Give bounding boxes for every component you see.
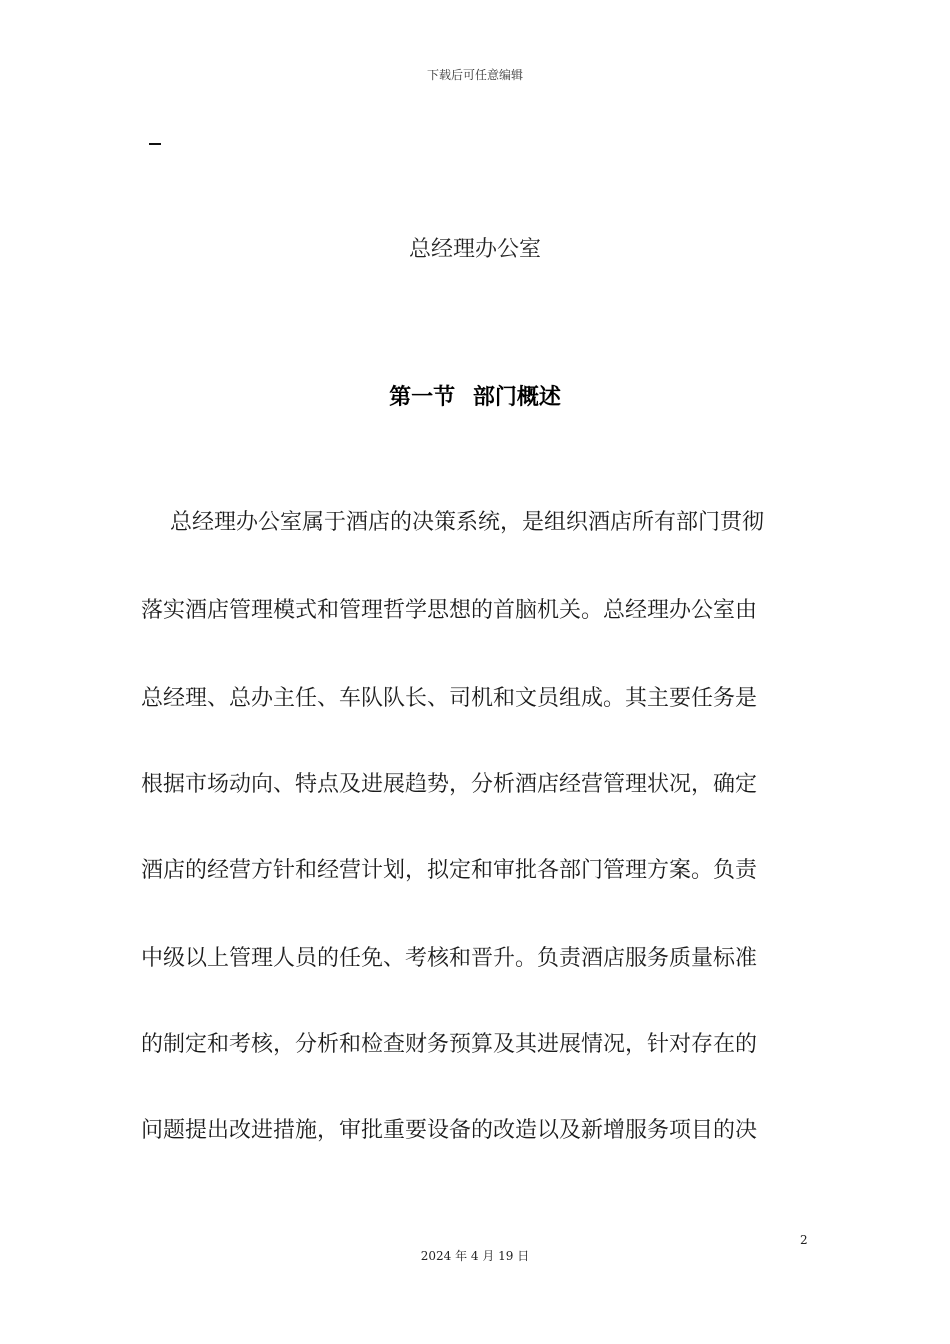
paragraph-line-7: 的制定和考核，分析和检查财务预算及其进展情况，针对存在的 (141, 1032, 758, 1057)
paragraph-line-2: 落实酒店管理模式和管理哲学思想的首脑机关。总经理办公室由 (141, 598, 758, 623)
paragraph-line-5: 酒店的经营方针和经营计划，拟定和审批各部门管理方案。负责 (141, 858, 758, 883)
paragraph-line-1: 总经理办公室属于酒店的决策系统，是组织酒店所有部门贯彻 (170, 510, 765, 535)
dash-mark (149, 143, 161, 145)
header-note: 下载后可任意编辑 (426, 68, 523, 82)
paragraph-line-8: 问题提出改进措施，审批重要设备的改造以及新增服务项目的决 (141, 1118, 758, 1143)
paragraph-line-3: 总经理、总办主任、车队队长、司机和文员组成。其主要任务是 (141, 686, 758, 711)
section-heading: 第一节 部门概述 (389, 385, 561, 410)
page-number: 2 (800, 1233, 808, 1247)
paragraph-line-6: 中级以上管理人员的任免、考核和晋升。负责酒店服务质量标准 (141, 946, 758, 971)
paragraph-line-4: 根据市场动向、特点及进展趋势，分析酒店经营管理状况，确定 (141, 772, 758, 797)
document-title: 总经理办公室 (408, 237, 541, 262)
footer-date: 2024 年 4 月 19 日 (420, 1249, 530, 1263)
